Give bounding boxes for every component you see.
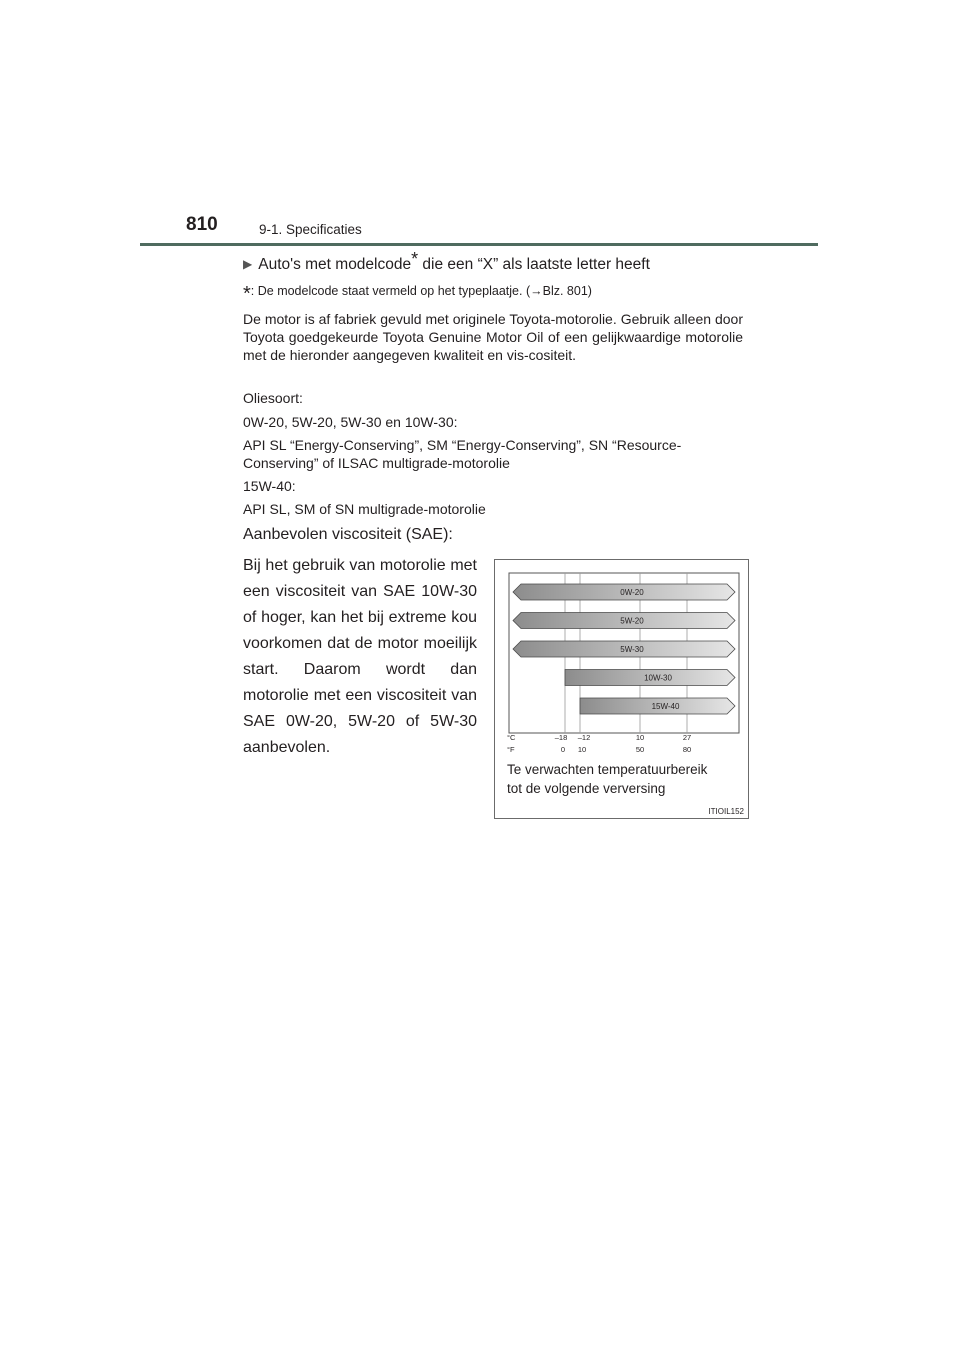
fahrenheit-tick-label: 10 [577,745,587,754]
oil-type-label: Oliesoort: [243,390,303,406]
celsius-tick-label: –18 [554,733,568,742]
viscosity-chart-figure [494,559,749,819]
fahrenheit-tick-label: 0 [560,745,566,754]
footnote-page-ref: Blz. 801) [542,284,592,298]
celsius-tick-label: 27 [682,733,692,742]
bar-label: 0W-20 [620,588,644,597]
fahrenheit-tick-label: 80 [682,745,692,754]
caption-line-1: Te verwachten temperatuurbereik [507,762,708,777]
intro-paragraph: De motor is af fabriek gevuld met originele Toyota-motorolie. Gebruik alleen door Toyota goedgekeurde Toyota Genuine Motor Oil of een gelijkwaardige motorolie met de hieronder aangegeven kwaliteit en vis-cositeit. [243,311,743,363]
grade-group-2-spec: API SL, SM of SN multigrade-motorolie [243,501,486,517]
grade-group-1-spec: API SL “Energy-Conserving”, SM “Energy-Conserving”, SN “Resource-Conserving” of ILSAC multigrade-motorolie [243,437,682,471]
fahrenheit-tick-label: 50 [635,745,645,754]
footnote-marker: * [243,283,251,305]
figure-caption [507,760,707,798]
celsius-unit-label: °C [507,733,516,742]
footnote [243,283,592,306]
section-title: 9-1. Specificaties [259,222,362,237]
bar-label: 15W-40 [651,702,680,711]
grade-group-2: 15W-40: [243,478,296,494]
page-number: 810 [186,214,218,235]
bullet-text-after: die een “X” als laatste letter heeft [418,256,650,273]
viscosity-note: Bij het gebruik van motorolie met een viscositeit van SAE 10W-30 of hoger, kan het bij extreme kou voorkomen dat de motor moeilijk start. Daarom wordt dan motorolie met een viscositeit van SAE 0W-20, 5W-20 of 5W-30 aanbevolen. [243,557,477,756]
figure-code: ITIOIL152 [708,807,744,816]
fahrenheit-unit-label: °F [507,745,515,754]
bullet-text-before: Auto's met modelcode [258,256,412,273]
header-divider [140,243,818,246]
celsius-tick-label: –12 [577,733,591,742]
caption-line-2: tot de volgende verversing [507,781,666,796]
bar-label: 5W-20 [620,616,644,626]
reference-arrow: → [530,284,543,298]
bar-label: 10W-30 [644,673,672,683]
triangle-bullet-icon: ▶ [243,257,253,271]
footnote-text: : De modelcode staat vermeld op het typeplaatje. ( [250,284,531,298]
bar-label: 5W-30 [620,645,644,654]
recommended-viscosity-heading: Aanbevolen viscositeit (SAE): [243,526,453,543]
grade-group-1: 0W-20, 5W-20, 5W-30 en 10W-30: [243,414,458,430]
asterisk-marker: * [411,249,419,269]
celsius-tick-label: 10 [635,733,645,742]
model-code-bullet [243,249,650,274]
